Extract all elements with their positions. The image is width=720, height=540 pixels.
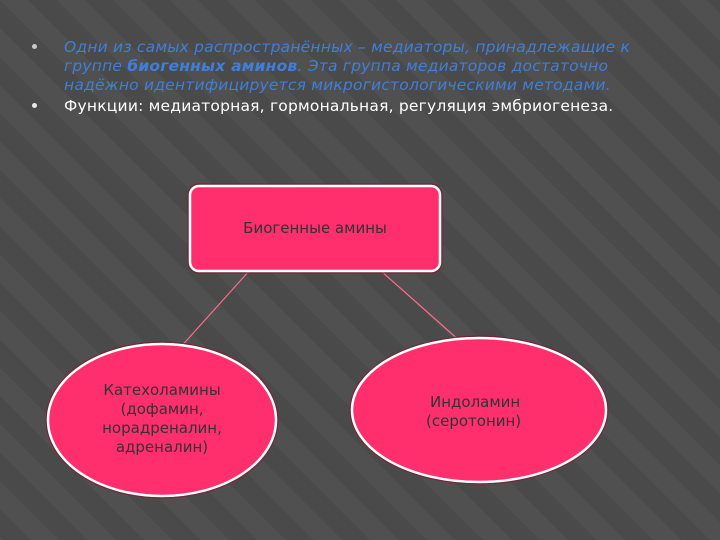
left-node-line: норадреналин, (102, 419, 222, 437)
bullet-text-part1: Одни из самых распространённых – медиаторы, принадлежащие к группе (64, 38, 631, 75)
left-node-line: Катехоламины (103, 381, 221, 399)
left-node-label (62, 381, 262, 457)
right-node-line: (серотонин) (426, 412, 522, 430)
bullet-text-functions: Функции: медиаторная, гормональная, регуляция эмбриогенеза. (64, 97, 614, 115)
right-node-label (400, 393, 560, 431)
bullet-text-bold: биогенных аминов (127, 57, 298, 75)
right-node-line: Индоламин (430, 393, 521, 411)
left-node-line: (дофамин, (120, 400, 204, 418)
root-node-label: Биогенные амины (243, 219, 387, 237)
left-node-line: адреналин) (115, 438, 209, 456)
bullet-text-part2: . Эта группа медиаторов достаточно надёжно идентифицируется микрогистологическими методами. (64, 57, 611, 94)
